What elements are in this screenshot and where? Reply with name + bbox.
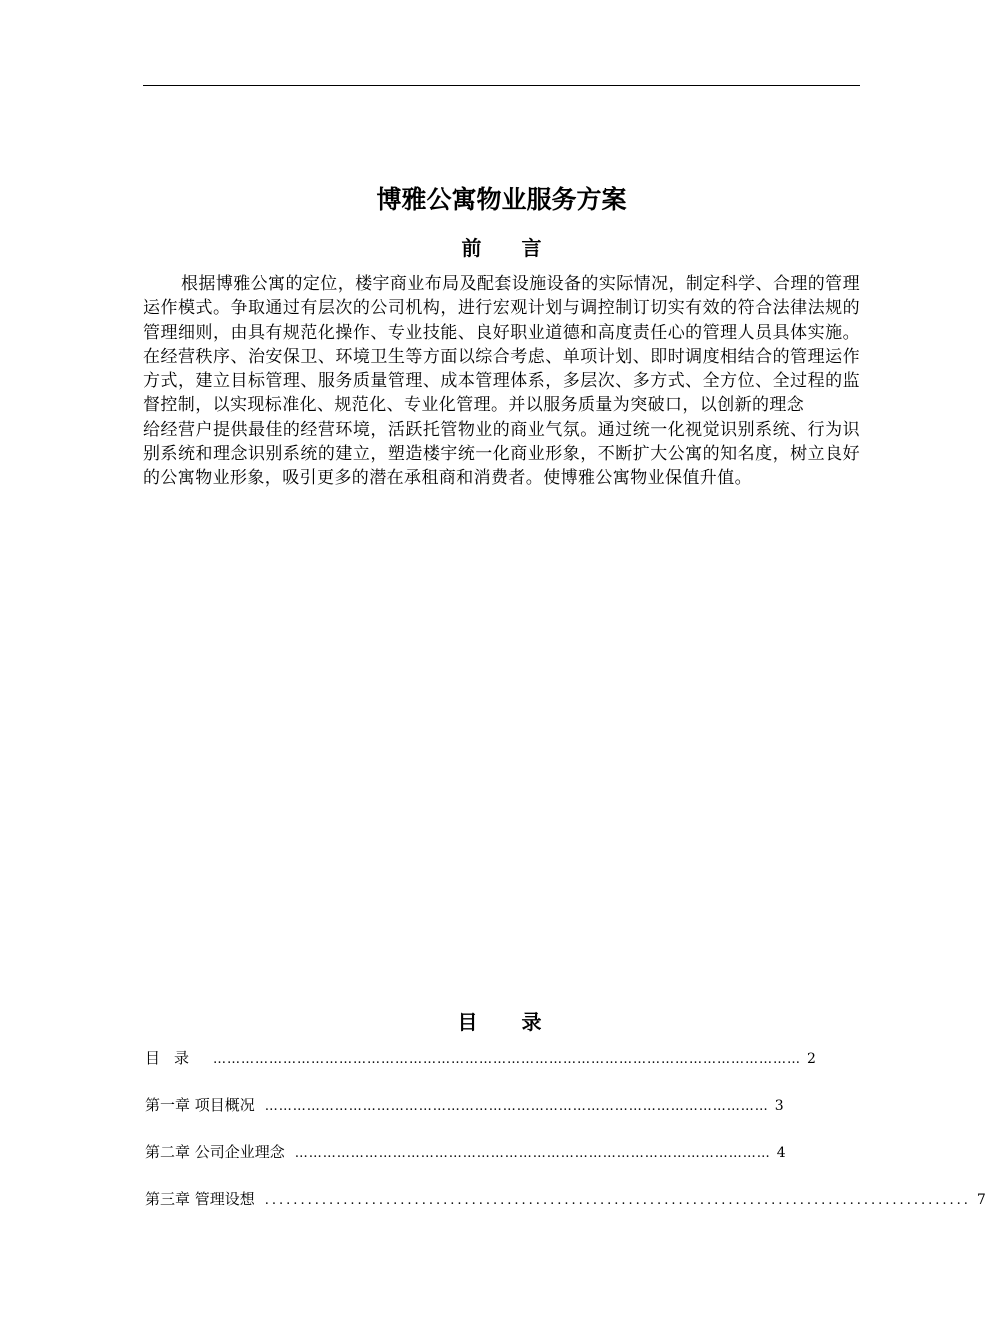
toc-entry-page: 4	[776, 1145, 786, 1161]
toc-entry-leader: ………………………………………………………………………………………………	[264, 1099, 769, 1114]
document-title: 博雅公寓物业服务方案	[376, 185, 627, 214]
toc-entry-label: 目录	[145, 1049, 204, 1067]
preface-paragraph-2: 给经营户提供最佳的经营环境，活跃托管物业的商业气氛。通过统一化视觉识别系统、行为识别系统和理念识别系统的建立，塑造楼宇统一化商业形象，不断扩大公寓的知名度，树立良好的公寓物业形象，吸引更多的潜在承租商和消费者。使博雅公寓物业保值升值。	[143, 419, 860, 489]
toc-entry-chapter-2[interactable]	[145, 1134, 786, 1181]
header-rule	[143, 85, 860, 86]
toc-entry-chapter-3[interactable]	[145, 1181, 986, 1228]
toc-entry-leader: …………………………………………………………………………………………	[294, 1146, 771, 1161]
preface-body	[143, 272, 860, 491]
preface-paragraph-1: 根据博雅公寓的定位，楼宇商业布局及配套设施设备的实际情况，制定科学、合理的管理运作模式。争取通过有层次的公司机构，进行宏观计划与调控制订切实有效的符合法律法规的管理细则，由具有规范化操作、专业技能、良好职业道德和高度责任心的管理人员具体实施。在经营秩序、治安保卫、环境卫生等方面以综合考虑、单项计划、即时调度相结合的管理运作方式，建立目标管理、服务质量管理、成本管理体系，多层次、多方式、全方位、全过程的监督控制，以实现标准化、规范化、专业化管理。并以服务质量为突破口，以创新的理念	[143, 274, 860, 416]
toc-entry-page: 2	[807, 1051, 816, 1067]
toc-entry-chapter-1[interactable]	[145, 1087, 784, 1134]
toc-entry-label: 第二章 公司企业理念	[145, 1143, 285, 1161]
toc-heading: 目录	[457, 1010, 586, 1034]
table-of-contents	[145, 1040, 986, 1228]
preface-heading: 前言	[461, 236, 582, 260]
toc-entry-leader: ...................................................................................................	[264, 1193, 971, 1208]
toc-entry-label: 第三章 管理设想	[145, 1190, 255, 1208]
toc-entry-label: 第一章 项目概况	[145, 1096, 255, 1114]
toc-entry-leader: ………………………………………………………………………………………………………………	[213, 1052, 802, 1067]
toc-entry-contents[interactable]	[145, 1040, 816, 1087]
toc-entry-page: 7	[976, 1192, 986, 1208]
toc-entry-page: 3	[774, 1098, 784, 1114]
